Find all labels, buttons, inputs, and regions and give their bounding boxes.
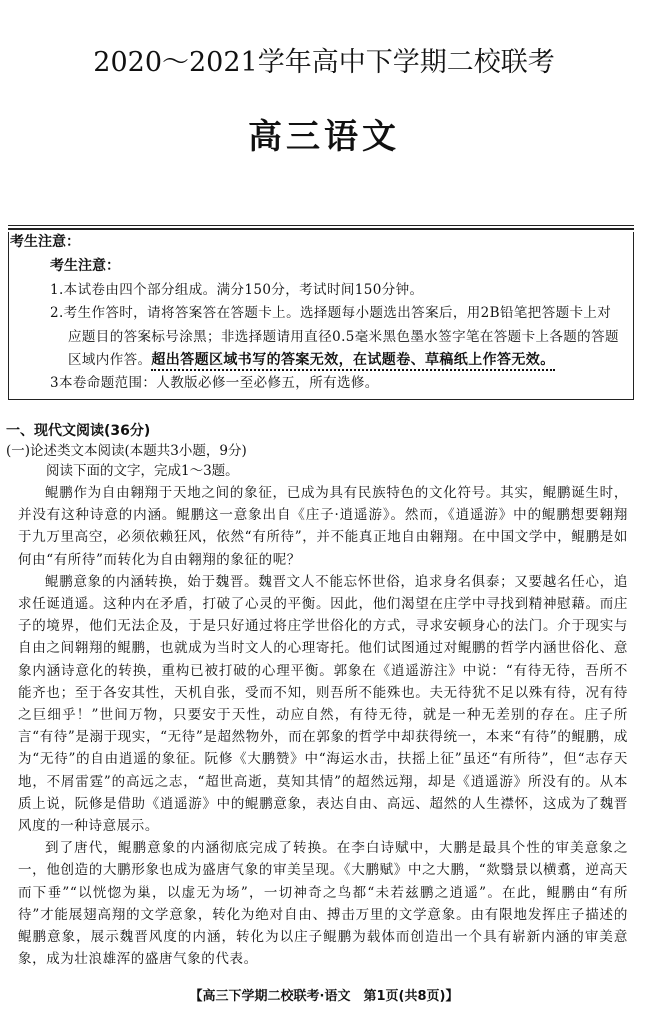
exam-title: 2020～2021学年高中下学期二校联考	[93, 47, 555, 78]
notice-item-3: 3本卷命题范围：人教版必修一至必修五，所有选修。	[50, 375, 379, 391]
notice-item-1: 1.本试卷由四个部分组成。满分150分，考试时间150分钟。	[50, 282, 424, 298]
reading-instruction: 阅读下面的文字，完成1～3题。	[46, 463, 239, 479]
notice-item-2-line-3	[68, 350, 555, 370]
article-body	[18, 482, 628, 970]
notice-subheader: 考生注意：	[50, 258, 120, 274]
subsection-title: (一)论述类文本阅读(本题共3小题，9分)	[6, 443, 247, 459]
notice-item-2-line-1: 2.考生作答时，请将答案答在答题卡上。选择题每小题选出答案后，用2B铅笔把答题卡上对	[50, 305, 612, 321]
article-paragraph-2: 鲲鹏意象的内涵转换，始于魏晋。魏晋文人不能忘怀世俗，追求身名俱泰；又要越名任心，追求任诞逍遥。这种内在矛盾，打破了心灵的平衡。因此，他们渴望在庄学中寻找到精神慰藉。而庄子的境界，他们无法企及，于是只好通过将庄学世俗化的方式，寻求安顿身心的法门。介于现实与自由之间翱翔的鲲鹏，也就成为当时文人的心理寄托。他们试图通过对鲲鹏的哲学内涵世俗化、意象内涵诗意化的转换，重构已被打破的心理平衡。郭象在《逍遥游注》中说：“有待无待，吾所不能齐也；至于各安其性，天机自张，受而不知，则吾所不能殊也。夫无待犹不足以殊有待，况有待之巨细乎！”世间万物，只要安于天性，动应自然，有待无待，就是一种无差别的存在。庄子所言“有待”是溺于现实，“无待”是超然物外，而在郭象的哲学中却获得统一，本来“有待”的鲲鹏，成为“无待”的自由逍遥的象征。阮修《大鹏赞》中“海运水击，扶摇上征”虽还“有所待”，但“志存天地，不屑雷霆”的高远之志，“超世高逝，莫知其情”的超然远翔，却是《逍遥游》所没有的。从本质上说，阮修是借助《逍遥游》中的鲲鹏意象，表达自由、高远、超然的人生襟怀，这成为了魏晋风度的一种诗意展示。	[18, 573, 628, 835]
notice-item-2-prefix: 区域内作答。	[68, 352, 152, 368]
article-paragraph-1: 鲲鹏作为自由翱翔于天地之间的象征，已成为具有民族特色的文化符号。其实，鲲鹏诞生时，并没有这种诗意的内涵。鲲鹏这一意象出自《庄子·逍遥游》。然而，《逍遥游》中的鲲鹏想要翱翔于九万里高空，必须依赖狂风，依然“有所待”，并不能真正地自由翱翔。在中国文学中，鲲鹏是如何由“有所待”而转化为自由翱翔的象征的呢？	[18, 485, 628, 568]
notice-item-2-line-2: 应题目的答案标号涂黑；非选择题请用直径0.5毫米黑色墨水签字笔在答题卡上各题的答题	[68, 329, 619, 345]
header-divider-thick	[8, 228, 634, 230]
header-divider-thin	[8, 225, 634, 226]
notice-emphasis-warning: 超出答题区域书写的答案无效，在试题卷、草稿纸上作答无效。	[151, 352, 554, 371]
section-title: 一、现代文阅读(36分)	[6, 423, 151, 439]
subject-title: 高三语文	[248, 117, 400, 157]
page-footer: 【高三下学期二校联考·语文 第1页(共8页)】	[189, 989, 459, 1004]
article-paragraph-3: 到了唐代，鲲鹏意象的内涵彻底完成了转换。在李白诗赋中，大鹏是最具个性的审美意象之一，他创造的大鹏形象也成为盛唐气象的审美呈现。《大鹏赋》中之大鹏，“欻翳景以横翥，逆高天而下垂”“以恍惚为巢，以虚无为场”，一切神奇之鸟都“未若兹鹏之逍遥”。在此，鲲鹏由“有所待”才能展翅高翔的文学意象，转化为绝对自由、搏击万里的文学意象。由有限地发挥庄子描述的鲲鹏意象，展示魏晋风度的内涵，转化为以庄子鲲鹏为载体而创造出一个具有崭新内涵的审美意象，成为壮浪雄浑的盛唐气象的代表。	[18, 840, 628, 968]
notice-header: 考生注意：	[10, 234, 80, 250]
